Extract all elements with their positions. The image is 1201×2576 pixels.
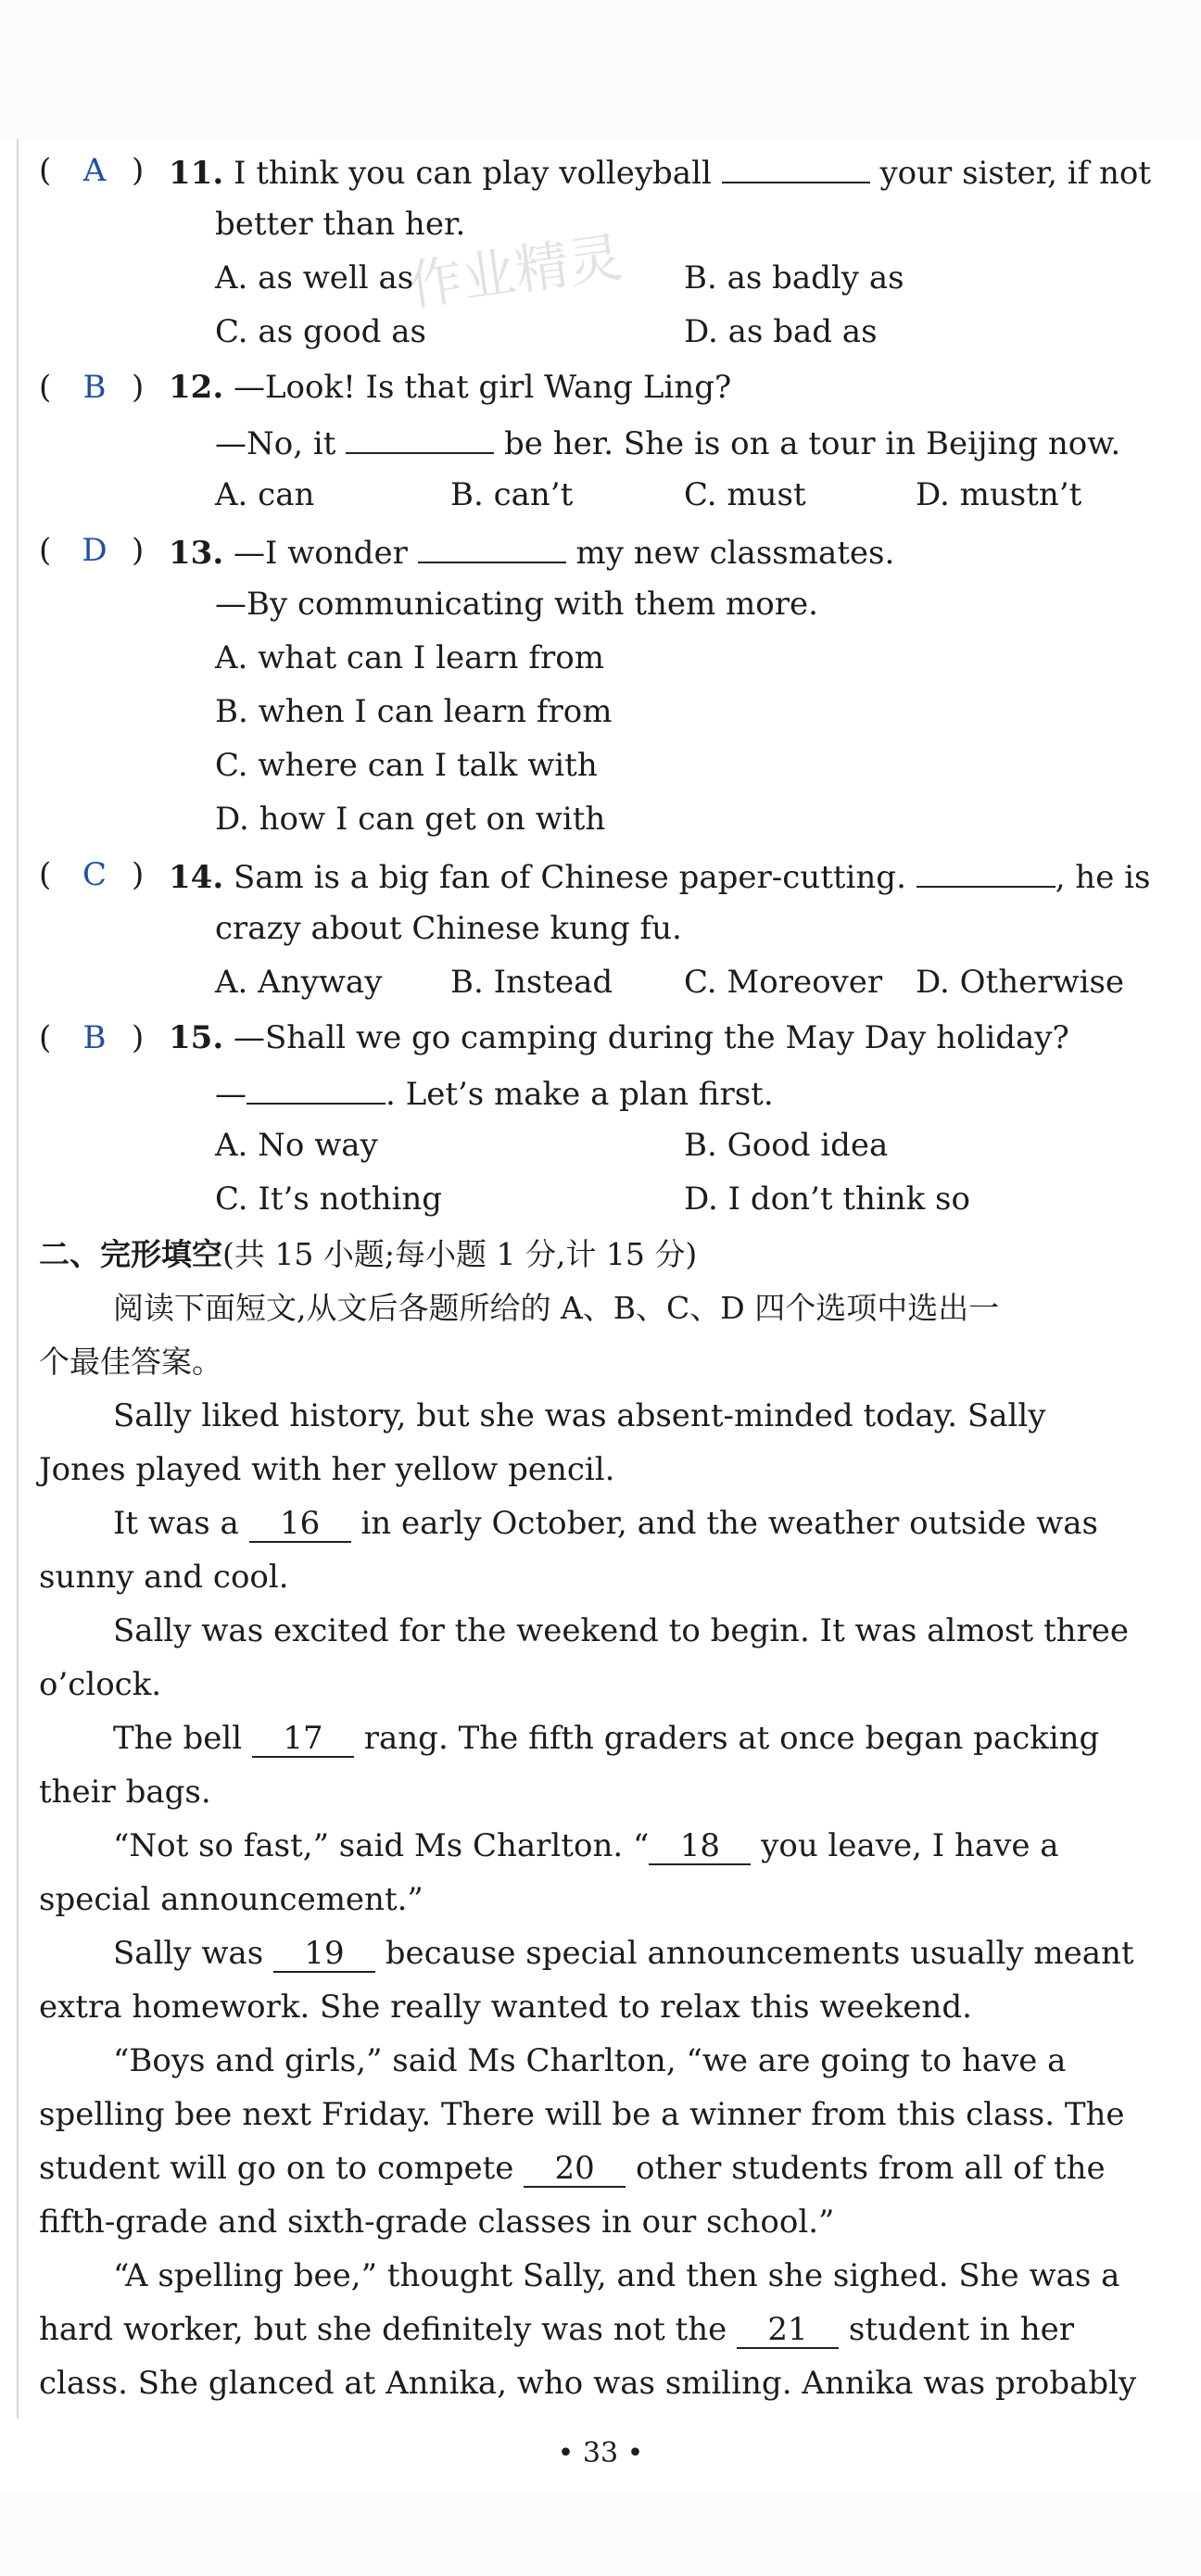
blank-21: 21 [737, 2312, 839, 2349]
option-a: A. as well as [215, 259, 414, 297]
option-a: A. No way [215, 1127, 378, 1164]
text-before-blank: Sally was [113, 1935, 264, 1972]
answer-paren-close: ) [132, 369, 145, 406]
question-number: 12. [169, 369, 224, 406]
question-number: 14. [169, 859, 224, 896]
question-12-reply [215, 419, 1120, 466]
passage-line: Sally liked history, but she was absent-minded today. Sally [113, 1397, 1046, 1434]
text-after-blank: rang. The fifth graders at once began packing [363, 1720, 1100, 1757]
passage-line: fifth-grade and sixth-grade classes in our school.” [39, 2203, 835, 2241]
question-15-reply [215, 1069, 774, 1117]
answer-paren-close: ) [132, 532, 145, 569]
option-a: A. Anyway [215, 964, 383, 1001]
blank-19: 19 [273, 1936, 375, 1973]
watermark: 作业精灵 [404, 225, 626, 318]
option-b: B. Instead [450, 964, 613, 1001]
answer-14: C [82, 856, 107, 893]
blank-16: 16 [249, 1506, 351, 1543]
option-b: B. can’t [450, 476, 574, 513]
passage-line: special announcement.” [39, 1881, 424, 1918]
question-14-stem-cont: crazy about Chinese kung fu. [215, 910, 682, 947]
question-15-stem [169, 1016, 1069, 1060]
page-number: • 33 • [557, 2437, 644, 2469]
option-d: D. how I can get on with [215, 801, 606, 838]
option-b: B. Good idea [684, 1127, 889, 1164]
answer-blank [917, 852, 1056, 888]
option-c: C. It’s nothing [215, 1181, 443, 1218]
text-after-blank: because special announcements usually meant [385, 1935, 1134, 1972]
section-note: (共 15 小题;每小题 1 分,计 15 分) [222, 1236, 698, 1272]
answer-paren-open: ( [39, 152, 52, 189]
option-d: D. mustn’t [916, 476, 1082, 513]
option-c: C. Moreover [684, 964, 883, 1001]
answer-blank [346, 419, 494, 454]
passage-line: their bags. [39, 1774, 211, 1811]
answer-12: B [82, 369, 107, 406]
answer-paren-open: ( [39, 1019, 52, 1056]
option-d: D. I don’t think so [684, 1181, 970, 1218]
binding-margin-line [17, 139, 19, 2418]
blank-18: 18 [649, 1828, 751, 1865]
option-b: B. when I can learn from [215, 693, 613, 730]
text-after-blank: you leave, I have a [761, 1827, 1059, 1864]
passage-line: class. She glanced at Annika, who was smiling. Annika was probably [39, 2365, 1137, 2402]
answer-paren-close: ) [132, 1019, 145, 1056]
answer-paren-open: ( [39, 532, 52, 569]
option-d: D. as bad as [684, 313, 878, 350]
passage-line: “Boys and girls,” said Ms Charlton, “we are going to have a [113, 2042, 1067, 2079]
section-instruction-line-2: 个最佳答案。 [39, 1344, 222, 1380]
question-11-stem [169, 148, 1151, 196]
answer-paren-close: ) [132, 152, 145, 189]
bottom-margin [0, 2493, 1201, 2576]
answer-15: B [82, 1019, 107, 1056]
answer-11: A [82, 152, 107, 189]
top-margin [0, 0, 1201, 139]
option-a: A. can [215, 476, 315, 513]
question-number: 13. [169, 535, 224, 572]
option-d: D. Otherwise [916, 964, 1125, 1001]
passage-line [113, 1716, 1099, 1761]
passage-line [39, 2146, 1106, 2191]
stem-text: —Look! Is that girl Wang Ling? [233, 369, 732, 406]
text-before-blank: It was a [113, 1505, 239, 1542]
question-13-stem [169, 528, 894, 575]
stem-after-blank: , he is [1055, 859, 1151, 896]
answer-paren-close: ) [132, 856, 145, 893]
passage-line: spelling bee next Friday. There will be a winner from this class. The [39, 2096, 1125, 2133]
passage-line: o’clock. [39, 1666, 162, 1703]
question-11-stem-cont: better than her. [215, 206, 466, 243]
question-12-stem [169, 365, 731, 410]
blank-20: 20 [524, 2151, 626, 2188]
section-title: 二、完形填空 [39, 1236, 222, 1272]
option-c: C. where can I talk with [215, 747, 598, 784]
blank-17: 17 [252, 1721, 354, 1758]
reply-after-blank: . Let’s make a plan first. [386, 1076, 774, 1113]
question-number: 15. [169, 1019, 224, 1056]
reply-before-blank: —No, it [215, 425, 336, 462]
passage-line: sunny and cool. [39, 1559, 289, 1596]
question-14-stem [169, 852, 1150, 900]
question-13-reply: —By communicating with them more. [215, 586, 818, 623]
text-before-blank: “Not so fast,” said Ms Charlton. “ [113, 1827, 650, 1864]
answer-paren-open: ( [39, 856, 52, 893]
answer-blank [722, 148, 870, 183]
passage-line: “A spelling bee,” thought Sally, and then she sighed. She was a [113, 2257, 1120, 2294]
option-c: C. must [684, 476, 806, 513]
passage-line [113, 1931, 1134, 1976]
passage-line [113, 1501, 1098, 1546]
stem-after-blank: my new classmates. [575, 535, 895, 572]
text-after-blank: in early October, and the weather outside was [360, 1505, 1098, 1542]
passage-line: extra homework. She really wanted to relax this weekend. [39, 1989, 972, 2026]
stem-before-blank: —I wonder [233, 535, 408, 572]
option-a: A. what can I learn from [215, 639, 604, 676]
passage-line: Jones played with her yellow pencil. [39, 1451, 615, 1488]
answer-paren-open: ( [39, 369, 52, 406]
stem-before-blank: Sam is a big fan of Chinese paper-cutting. [233, 859, 906, 896]
stem-after-blank: your sister, if not [879, 155, 1152, 192]
text-before-blank: The bell [113, 1720, 243, 1757]
stem-before-blank: I think you can play volleyball [233, 155, 712, 192]
answer-blank [418, 528, 566, 563]
answer-13: D [82, 532, 107, 569]
answer-blank [247, 1069, 386, 1105]
text-after-blank: student in her [848, 2311, 1074, 2348]
passage-line [113, 1824, 1059, 1868]
section-2-heading [39, 1232, 697, 1277]
option-c: C. as good as [215, 313, 426, 350]
reply-after-blank: be her. She is on a tour in Beijing now. [504, 425, 1121, 462]
text-after-blank: other students from all of the [636, 2150, 1106, 2187]
passage-line [39, 2307, 1074, 2352]
stem-text: —Shall we go camping during the May Day holiday? [233, 1019, 1069, 1056]
reply-before-blank: — [215, 1076, 247, 1113]
passage-line: Sally was excited for the weekend to begin. It was almost three [113, 1612, 1130, 1649]
option-b: B. as badly as [684, 259, 904, 297]
section-instruction-line-1: 阅读下面短文,从文后各题所给的 A、B、C、D 四个选项中选出一 [113, 1290, 1000, 1326]
question-number: 11. [169, 155, 224, 192]
text-before-blank: hard worker, but she definitely was not the [39, 2311, 727, 2348]
text-before-blank: student will go on to compete [39, 2150, 514, 2187]
